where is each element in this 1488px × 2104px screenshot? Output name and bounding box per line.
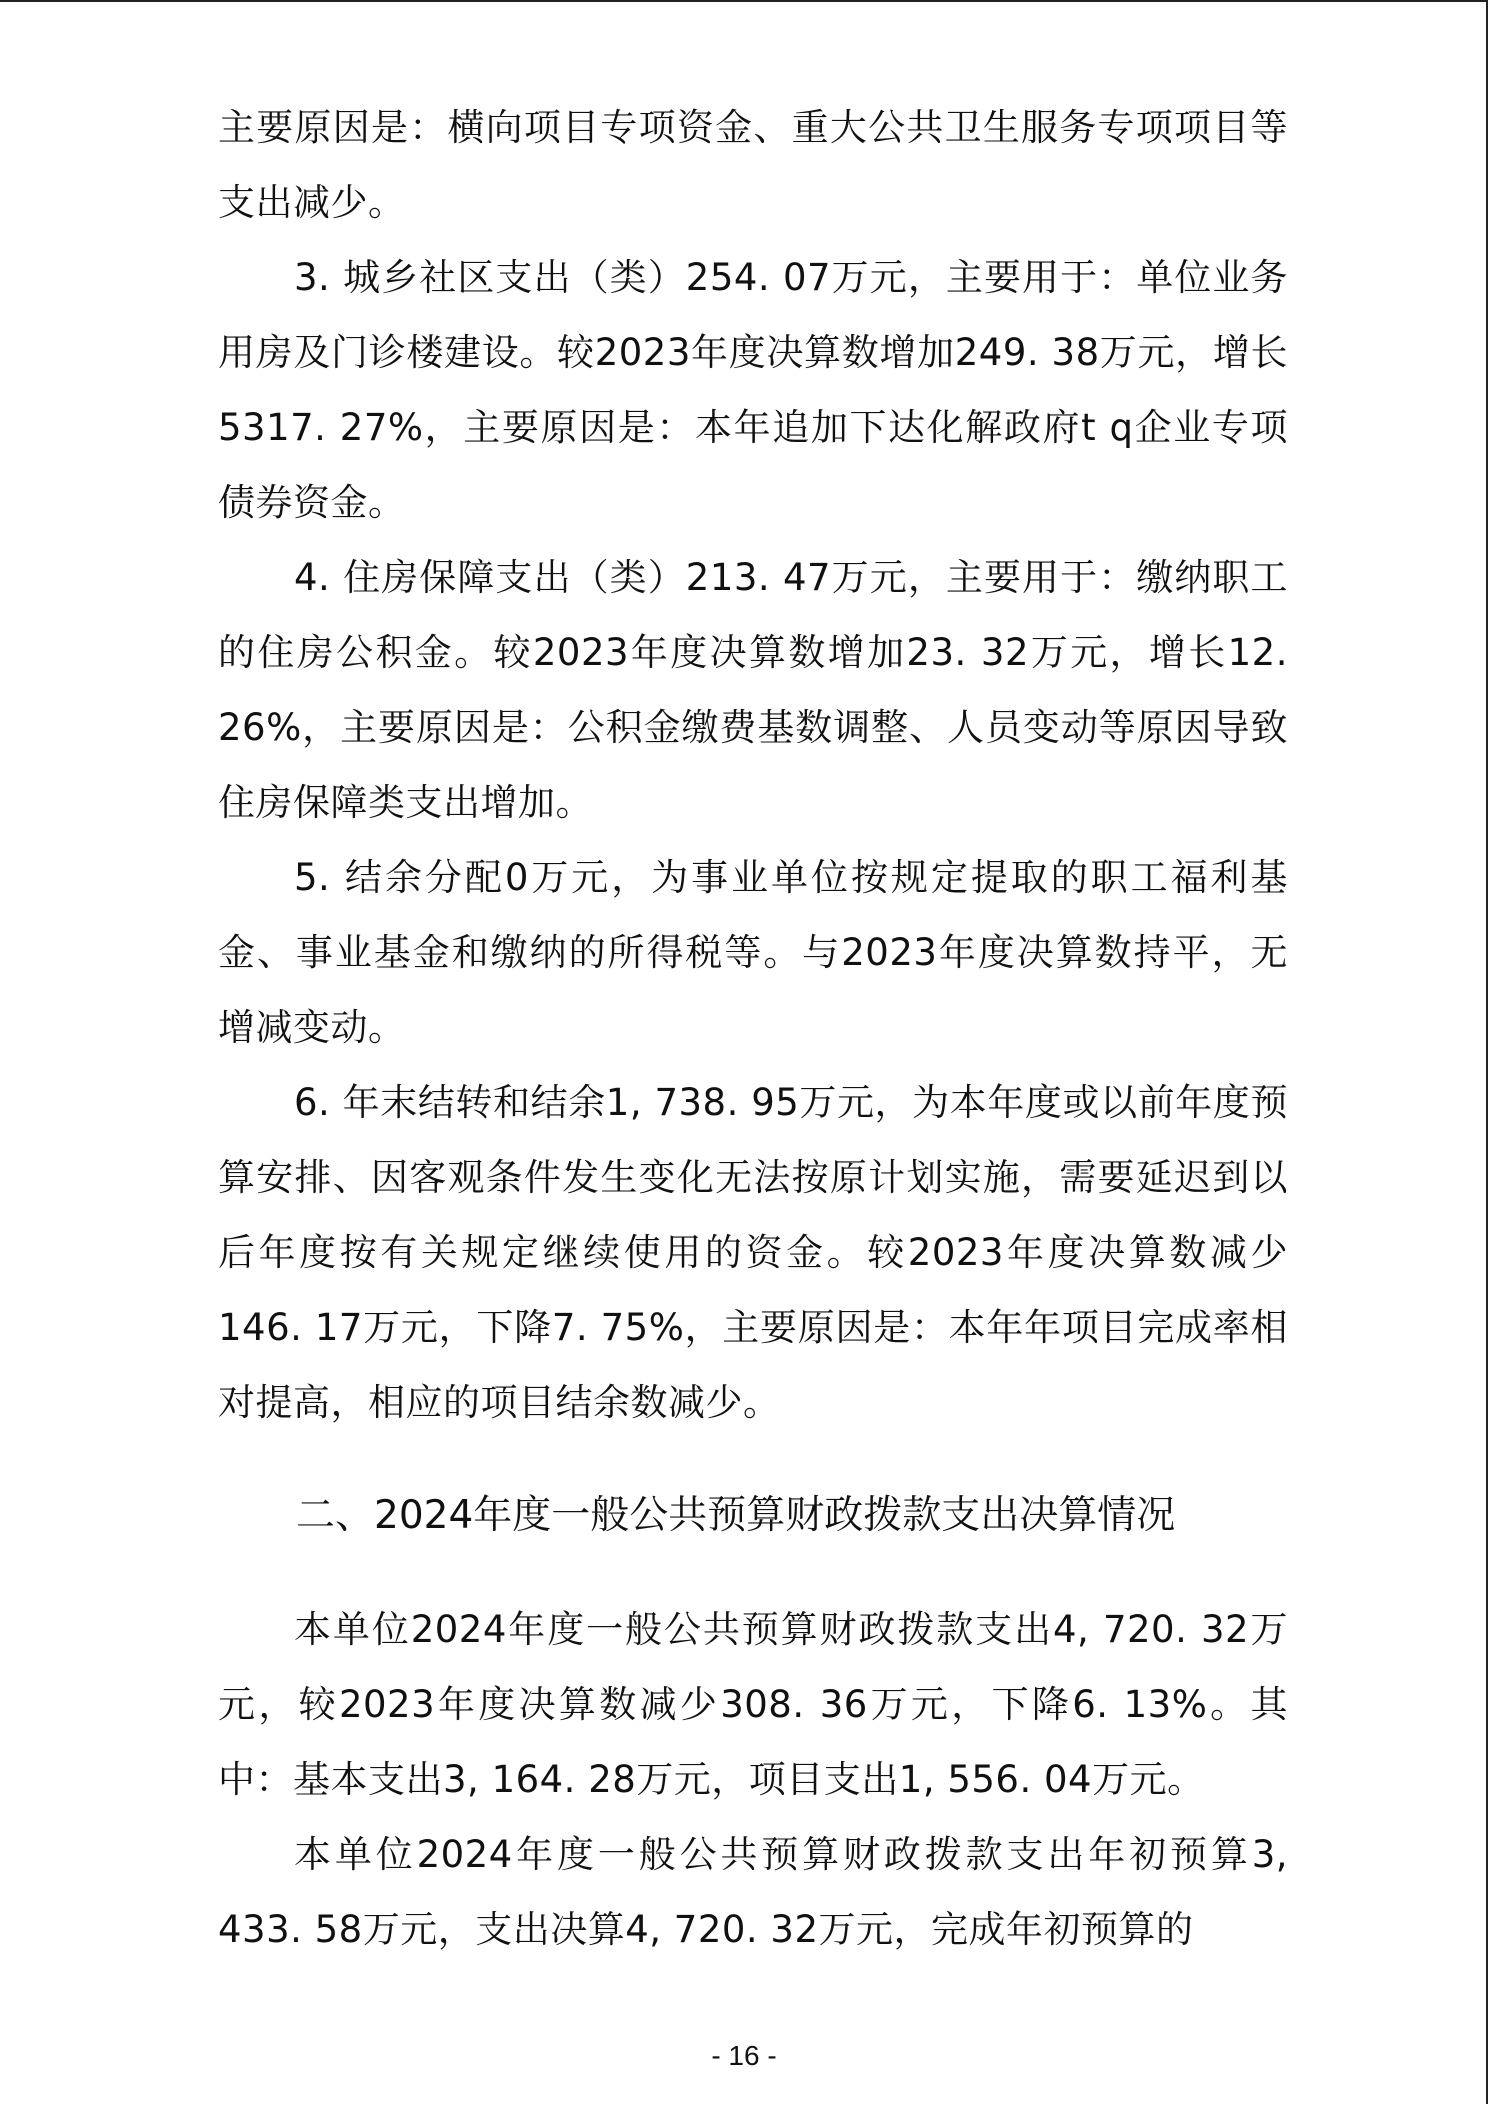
paragraph-housing-security: 4. 住房保障支出（类）213. 47万元，主要用于：缴纳职工的住房公积金。较2023年度决算数增加23. 32万元，增长12. 26%，主要原因是：公积金缴费基数调整、人员变动等原因导致住房保障类支出增加。	[218, 556, 1288, 824]
paragraph-urban-rural-community: 3. 城乡社区支出（类）254. 07万元，主要用于：单位业务用房及门诊楼建设。较2023年度决算数增加249. 38万元，增长5317. 27%，主要原因是：本年追加下达化解政府t q企业专项债券资金。	[218, 256, 1288, 524]
page-border-top	[0, 0, 1488, 2]
paragraph-surplus-distribution: 5. 结余分配0万元，为事业单位按规定提取的职工福利基金、事业基金和缴纳的所得税等。与2023年度决算数持平，无增减变动。	[218, 856, 1288, 1049]
document-body	[218, 90, 1288, 1967]
section-heading: 二、2024年度一般公共预算财政拨款支出决算情况	[296, 1493, 1176, 1538]
page-number: - 16 -	[711, 2040, 777, 2071]
paragraph-year-end-balance: 6. 年末结转和结余1, 738. 95万元，为本年度或以前年度预算安排、因客观条件发生变化无法按原计划实施，需要延迟到以后年度按有关规定继续使用的资金。较2023年度决算数减少146. 17万元，下降7. 75%，主要原因是：本年年项目完成率相对提高，相应的项目结余数减少。	[218, 1081, 1288, 1424]
paragraph-general-budget-expenditure: 本单位2024年度一般公共预算财政拨款支出4, 720. 32万元，较2023年度决算数减少308. 36万元，下降6. 13%。其中：基本支出3, 164. 28万元，项目支出1, 556. 04万元。	[218, 1608, 1288, 1801]
paragraph-initial-budget-comparison: 本单位2024年度一般公共预算财政拨款支出年初预算3, 433. 58万元，支出决算4, 720. 32万元，完成年初预算的	[218, 1833, 1288, 1951]
paragraph-continuation: 主要原因是：横向项目专项资金、重大公共卫生服务专项项目等支出减少。	[218, 106, 1288, 224]
